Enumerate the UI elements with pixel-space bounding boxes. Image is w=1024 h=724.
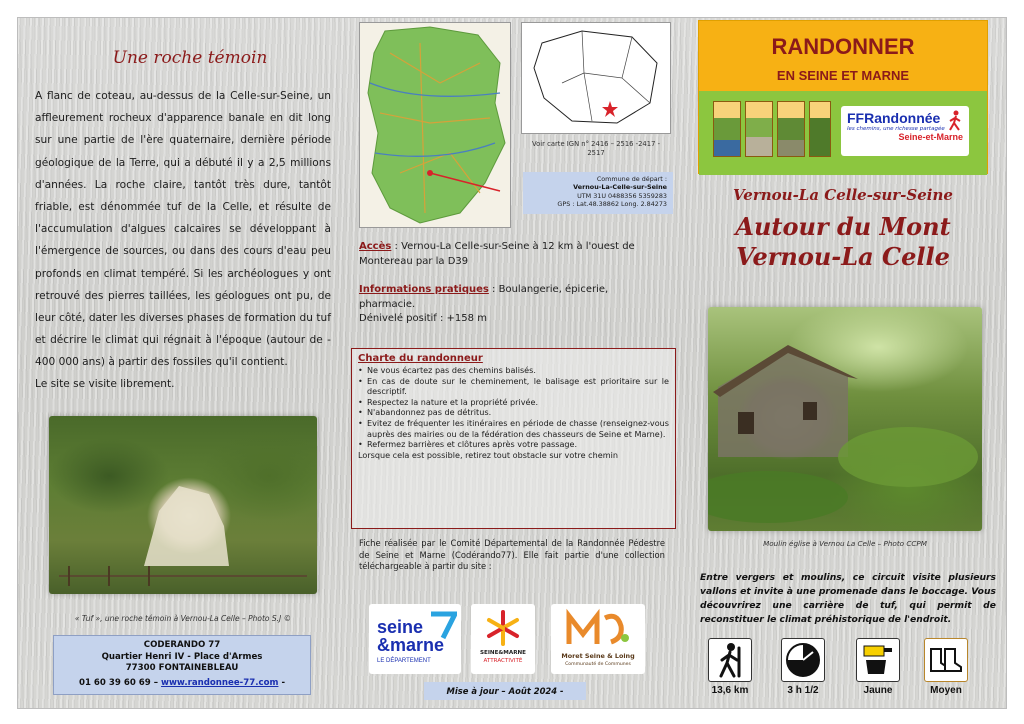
boots-level-icon (924, 638, 968, 682)
charter-item: • Refermez barrières et clôtures après votre passage. (358, 439, 669, 450)
moulin-photo-caption: Moulin église à Vernou La Celle – Photo CCPM (763, 539, 927, 548)
attractivite-star-icon (485, 610, 521, 646)
clock-icon-art (785, 642, 821, 678)
level-value: Moyen (930, 685, 962, 696)
commune-subtitle: Vernou-La Celle-sur-Seine (733, 186, 953, 204)
seine-marne-attractivite-logo (471, 604, 535, 674)
distance-value: 13,6 km (711, 685, 749, 696)
ign-map-note: Voir carte IGN n° 2416 – 2516 -2417 - 2517 (531, 140, 661, 157)
ffr-region: Seine-et-Marne (898, 132, 963, 142)
contact-line (54, 678, 310, 690)
departure-gps: GPS : Lat.48.38862 Long. 2.84273 (557, 199, 667, 208)
hiker-icon-art (715, 642, 745, 678)
charter-list (358, 365, 669, 450)
walk-title (698, 212, 988, 272)
seine-et-marne-logo (369, 604, 461, 674)
location-map (521, 22, 671, 134)
fiche-credit: Fiche réalisée par le Comité Départemental de la Randonnée Pédestre de Seine et Marne (Codérando77). Elle fait partie d'une collection téléchargeable à partir du site : (359, 538, 665, 572)
access-text: : Vernou-La Celle-sur-Seine à 12 km à l'ouest de Montereau par la D39 (359, 241, 635, 267)
departure-utm: UTM 31U 0488356 5359283 (577, 191, 667, 200)
tuf-photo-caption: « Tuf », une roche témoin à Vernou-La Celle – Photo S.J © (74, 614, 292, 623)
departure-box (523, 172, 673, 214)
guide-cover-2 (745, 101, 773, 157)
contact-address-2: 77300 FONTAINEBLEAU (125, 663, 239, 673)
contact-address-1: Quartier Henri IV - Place d'Armes (101, 651, 263, 662)
boots-icon-art (927, 645, 965, 675)
contact-dash: - (281, 677, 286, 688)
attractivite-line1: SEINE&MARNE (479, 650, 527, 656)
banner-subtitle: EN SEINE ET MARNE (776, 68, 910, 83)
seine77-line1: seine (377, 617, 424, 637)
departure-town: Vernou-La-Celle-sur-Seine (573, 183, 667, 192)
access-label: Accès (359, 241, 392, 252)
brochure-sheet (17, 17, 1007, 709)
tuf-rock-photo (49, 416, 317, 594)
charter-item: • Ne vous écartez pas des chemins balisés. (358, 365, 669, 376)
msl-mark-icon (565, 608, 631, 648)
ffr-main: FFRandonnée (847, 110, 941, 126)
charter-item: • Evitez de fréquenter les itinéraires en période de chasse (renseignez-vous auprès des mairies ou de la fédération des chasseurs de Seine et Marne). (358, 418, 669, 439)
roche-temoin-text: A flanc de coteau, au-dessus de la Celle-sur-Seine, un affleurement rocheux d'apparence banale en dit long sur une partie de l'ère quaternaire, dernière période géologique de la Terre, qui a débuté il y a 2,5 millions d'années. La roche claire, tantôt très dure, tantôt friable, est dénommée tuf de la Celle, et résulte de l'accumulation d'algues calcaires se développant à l'émergence de sources, ou dans des cours d'eau peu profonds en climat tempéré. Si les archéologues y ont retrouvé des pierres taillées, les géologues ont pu, de leur côté, dater les diverses phases de formation du tuf et décrire le climat qui régnait à l'époque (autour de - 400 000 ans) à partir des fossiles qu'il contient. (35, 90, 331, 369)
seine77-line3: LE DÉPARTEMENT (377, 658, 431, 664)
seine77-mark-icon (429, 610, 457, 640)
walk-title-line2: Vernou-La Celle (736, 242, 950, 271)
ffr-tagline: les chemins, une richesse partagée (847, 126, 945, 132)
charter-title: Charte du randonneur (358, 353, 483, 364)
charter-item: • N'abandonnez pas de détritus. (358, 407, 669, 418)
clock-icon (781, 638, 825, 682)
route-map (359, 22, 511, 228)
info-line (359, 283, 659, 312)
contact-phone: 01 60 39 60 69 – (78, 677, 159, 688)
contact-box (53, 635, 311, 695)
paint-marking-icon (856, 638, 900, 682)
attractivite-line2: ATTRACTIVITÉ (483, 658, 523, 664)
ffr-walker-icon (947, 110, 963, 132)
charter-item: • En cas de doute sur le cheminement, le balisage est prioritaire sur le descriptif. (358, 376, 669, 397)
walk-title-line1: Autour du Mont (735, 212, 951, 241)
ffrandonnee-logo (841, 106, 969, 156)
moulin-photo-art (708, 307, 982, 531)
guide-cover-3 (777, 101, 805, 157)
access-line (359, 240, 659, 269)
guide-cover-4 (809, 101, 831, 157)
info-label: Informations pratiques (359, 284, 489, 295)
msl-name: Moret Seine & Loing (561, 652, 635, 660)
elevation-gain: Dénivelé positif : +158 m (359, 313, 487, 324)
moulin-eglise-photo (708, 307, 982, 531)
route-map-art (360, 23, 511, 228)
charter-closing: Lorsque cela est possible, retirez tout obstacle sur votre chemin (358, 449, 618, 460)
departure-label: Commune de départ : (596, 175, 667, 183)
guide-cover-1 (713, 101, 741, 157)
walk-description: Entre vergers et moulins, ce circuit visite plusieurs vallons et invite à une promenade dans le boccage. Vous découvrirez une carrière de tuf, qui permit de reconstituer le climat préhistorique de l'endroit. (700, 572, 996, 625)
paint-marking-icon-art (860, 642, 896, 678)
visit-note: Le site se visite librement. (35, 378, 175, 390)
contact-name: CODERANDO 77 (143, 640, 221, 650)
location-map-art (522, 23, 672, 135)
banner-title: RANDONNER (771, 34, 915, 59)
duration-value: 3 h 1/2 (787, 685, 819, 696)
practical-info (359, 240, 659, 327)
update-date: Mise à jour – Août 2024 - (424, 682, 586, 700)
randonner-banner (698, 20, 988, 174)
tuf-rock-photo-art (49, 416, 317, 594)
msl-sub: Communauté de Communes (565, 662, 631, 667)
hiker-charter-box (351, 348, 676, 529)
seine77-line2: &marne (377, 635, 445, 655)
info-text: : Boulangerie, épicerie, pharmacie. (359, 284, 609, 310)
charter-item: • Respectez la nature et la propriété privée. (358, 397, 669, 408)
marking-value: Jaune (863, 685, 893, 696)
hiker-icon (708, 638, 752, 682)
roche-temoin-title: Une roche témoin (112, 48, 268, 68)
contact-website-link[interactable]: www.randonnee-77.com (161, 677, 279, 688)
moret-seine-loing-logo (551, 604, 645, 674)
